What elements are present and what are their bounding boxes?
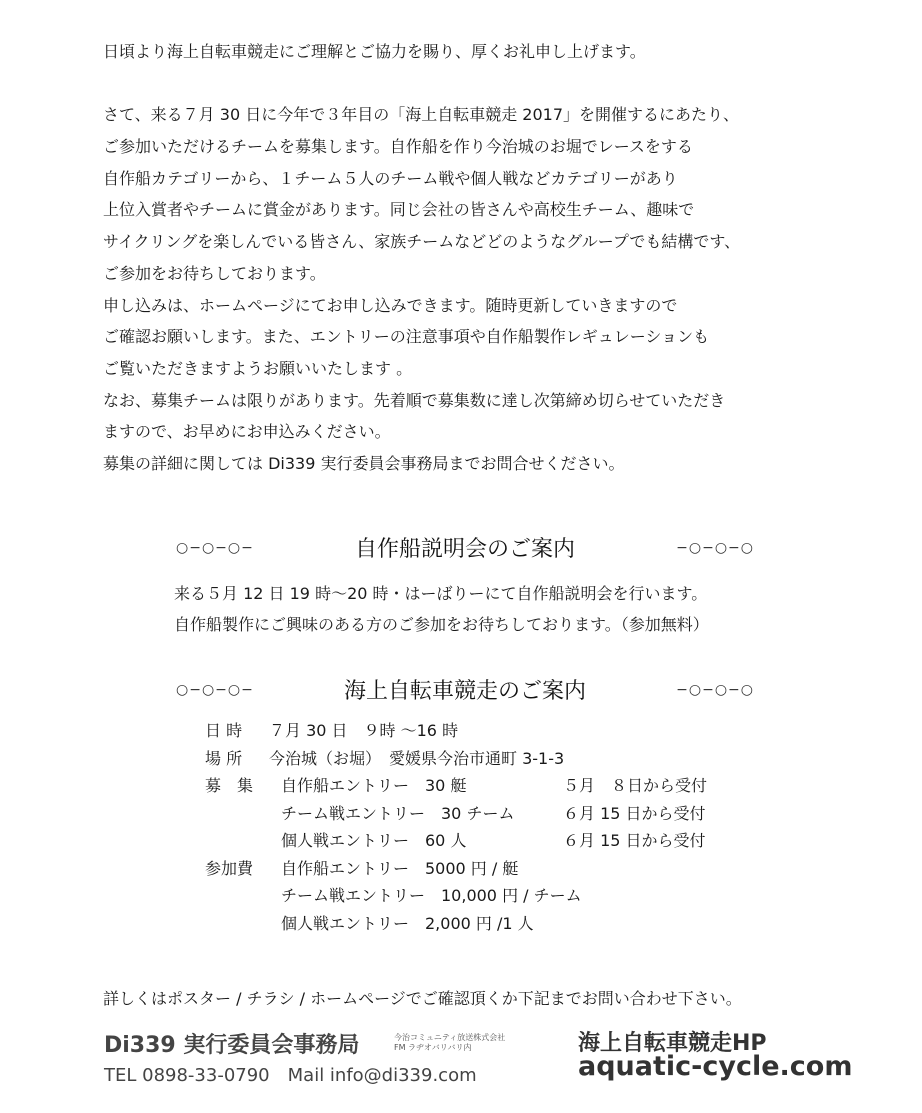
fee-item: 個人戦エントリー 2,000 円 /1 人 — [281, 913, 534, 933]
decorative-divider-right: −○−○−○ — [676, 540, 754, 556]
event-details — [205, 717, 765, 937]
intro-line: さて、来る７月 30 日に今年で３年目の「海上自転車競走 2017」を開催するにあたり、 — [103, 105, 740, 125]
contact-info: TEL 0898-33-0790 Mail info@di339.com — [104, 1065, 477, 1086]
intro-line: ご参加をお待ちしております。 — [103, 263, 326, 283]
recruit-entry: 個人戦エントリー 60 人 — [281, 831, 467, 850]
greeting-text: 日頃より海上自転車競走にご理解とご協力を賜り、厚くお礼申し上げます。 — [103, 42, 646, 61]
place-row — [205, 745, 765, 773]
place-label: 場 所 — [205, 748, 243, 768]
fee-item: 自作船エントリー 5000 円 / 艇 — [281, 858, 519, 878]
intro-section — [103, 36, 843, 480]
fee-row — [205, 882, 765, 910]
intro-line: サイクリングを楽しんでいる皆さん、家族チームなどどのようなグループでも結構です、 — [103, 232, 741, 252]
intro-line: ご覧いただきますようお願いいたします 。 — [103, 358, 413, 378]
intro-line: 上位入賞者やチームに賞金があります。同じ会社の皆さんや高校生チーム、趣味で — [103, 200, 695, 220]
briefing-body — [174, 578, 814, 640]
date-row — [205, 717, 765, 745]
intro-line: ますので、お早めにお申込みください。 — [103, 422, 391, 442]
recruit-entry: 自作船エントリー 30 艇 — [281, 776, 467, 795]
fee-item: チーム戦エントリー 10,000 円 / チーム — [281, 886, 582, 905]
paragraph-gap — [103, 68, 843, 100]
date-label: 日 時 — [205, 721, 243, 740]
recruit-row — [205, 827, 765, 855]
intro-line: ご確認お願いします。また、エントリーの注意事項や自作船製作レギュレーションも — [103, 327, 710, 347]
intro-line: 自作船カテゴリーから、１チーム５人のチーム戦や個人戦などカテゴリーがあり — [103, 168, 678, 188]
event-title: 海上自転車競走のご案内 — [343, 679, 586, 704]
recruit-row — [205, 800, 765, 828]
briefing-heading — [176, 528, 754, 568]
event-heading — [176, 670, 754, 710]
homepage-label: 海上自転車競走HP — [578, 1031, 767, 1056]
homepage-url: aquatic-cycle.com — [578, 1051, 853, 1082]
decorative-divider-left: ○−○−○− — [176, 682, 254, 698]
intro-line: ご参加いただけるチームを募集します。自作船を作り今治城のお堀でレースをする — [103, 137, 693, 157]
recruit-period: ６月 15 日から受付 — [563, 831, 706, 850]
organizer-station: FM ラヂオバリバリ内 — [394, 1043, 472, 1052]
intro-line: なお、募集チームは限りがあります。先着順で募集数に達し次第締め切らせていただき — [103, 390, 726, 410]
organizer-name: Di339 実行委員会事務局 — [104, 1033, 360, 1058]
date-value: ７月 30 日 ９時 〜16 時 — [269, 721, 459, 740]
decorative-divider-right: −○−○−○ — [676, 682, 754, 698]
intro-line: 申し込みは、ホームページにてお申し込みできます。随時更新していきますので — [103, 295, 678, 315]
organizer-subtitle — [394, 1033, 505, 1053]
fee-label: 参加費 — [205, 858, 254, 878]
place-value: 今治城（お堀） 愛媛県今治市通町 3-1-3 — [269, 748, 565, 768]
fee-row — [205, 910, 765, 938]
decorative-divider-left: ○−○−○− — [176, 540, 254, 556]
recruit-label: 募 集 — [205, 776, 254, 795]
organizer-company: 今治コミュニティ放送株式会社 — [394, 1033, 506, 1042]
recruit-entry: チーム戦エントリー 30 チーム — [281, 803, 515, 823]
briefing-line: 来る５月 12 日 19 時〜20 時・はーばりーにて自作船説明会を行います。 — [174, 584, 708, 603]
recruit-period: ６月 15 日から受付 — [563, 803, 706, 823]
briefing-line: 自作船製作にご興味のある方のご参加をお待ちしております。（参加無料） — [174, 615, 709, 634]
contact-note: 詳しくはポスター / チラシ / ホームページでご確認頂くか下記までお問い合わせ下さい。 — [103, 989, 742, 1008]
recruit-row — [205, 772, 765, 800]
intro-line: 募集の詳細に関しては Di339 実行委員会事務局までお問合せください。 — [103, 453, 625, 473]
recruit-period: ５月 ８日から受付 — [563, 776, 708, 795]
fee-row — [205, 855, 765, 883]
briefing-title: 自作船説明会のご案内 — [354, 537, 575, 562]
